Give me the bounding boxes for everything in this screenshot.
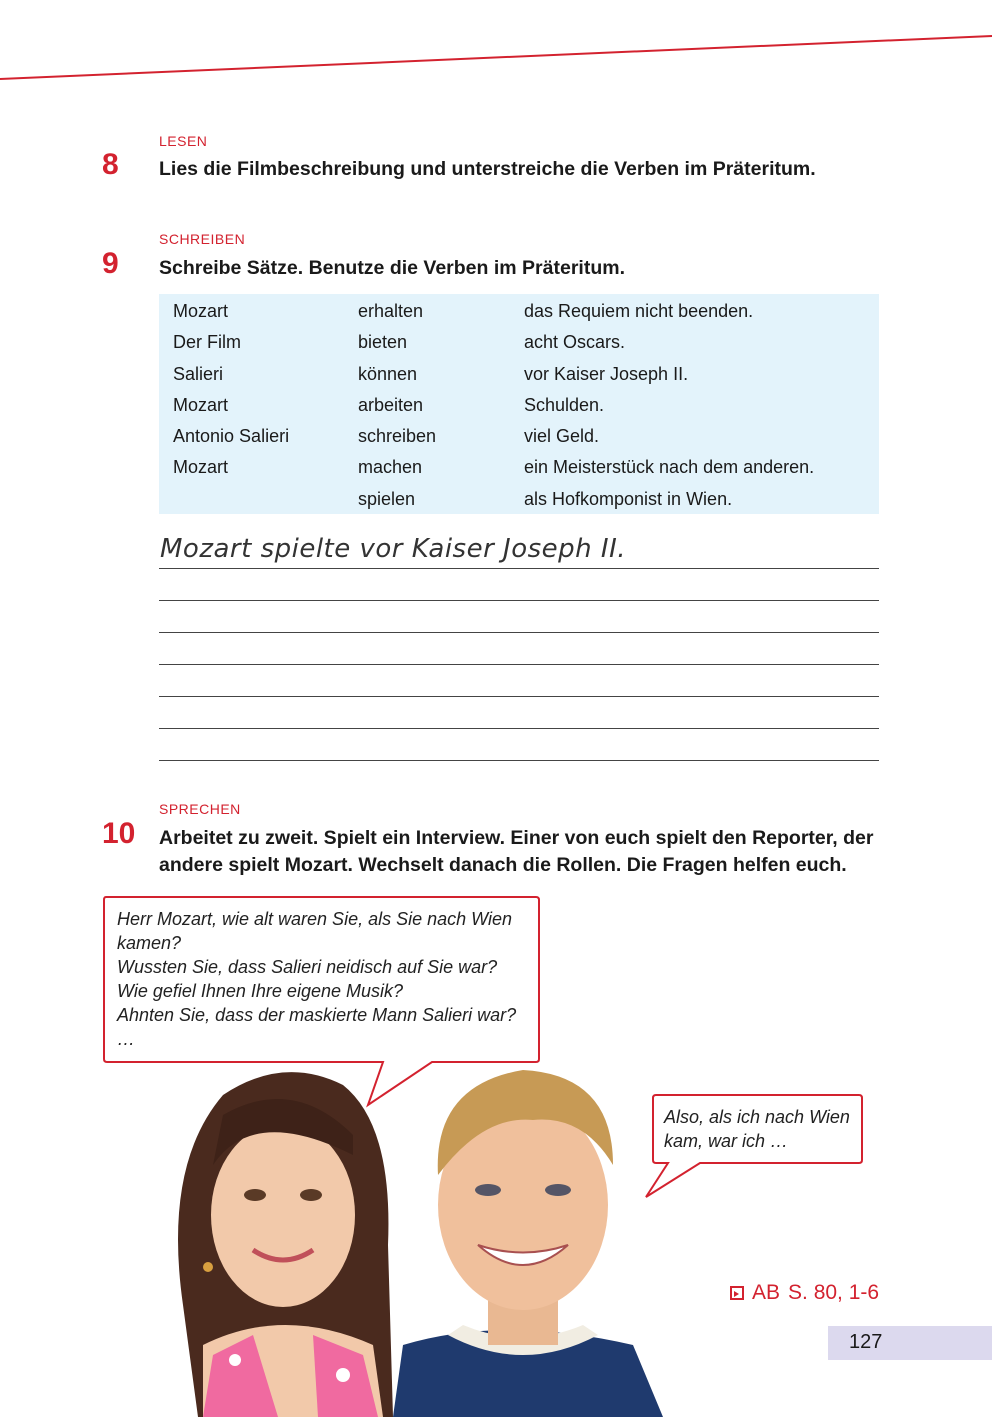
workbook-label: AB — [752, 1281, 781, 1304]
object-cell: Schulden. — [524, 394, 605, 415]
word-table — [159, 294, 879, 514]
reporter-questions — [117, 907, 516, 1051]
example-answer: Mozart spielte vor Kaiser Joseph II. — [160, 534, 627, 564]
header-rule — [0, 0, 992, 90]
object-cell: viel Geld. — [524, 426, 600, 447]
workbook-reference[interactable] — [730, 1281, 879, 1305]
verb-cell: spielen — [358, 488, 416, 509]
subject-cell: Mozart — [173, 457, 229, 478]
question-line: Wie gefiel Ihnen Ihre eigene Musik? — [117, 981, 404, 1001]
question-line: Herr Mozart, wie alt waren Sie, als Sie nach Wien — [117, 909, 512, 929]
exercise-9-skill: SCHREIBEN — [159, 231, 246, 247]
exercise-8-instruction: Lies die Filmbeschreibung und unterstreiche die Verben im Präteritum. — [159, 158, 816, 180]
subjects-column — [173, 294, 289, 484]
question-line: kamen? — [117, 933, 182, 953]
object-cell: als Hofkomponist in Wien. — [524, 488, 733, 509]
answer-line: Also, als ich nach Wien — [664, 1107, 850, 1127]
exercise-10-instruction-line-2: andere spielt Mozart. Wechselt danach die Rollen. Die Fragen helfen euch. — [159, 854, 847, 876]
writing-line[interactable] — [159, 696, 879, 697]
verbs-column — [358, 294, 436, 515]
exercise-8-number: 8 — [102, 148, 119, 181]
subject-cell: Der Film — [173, 332, 241, 353]
writing-line[interactable] — [159, 728, 879, 729]
exercise-10-skill: SPRECHEN — [159, 801, 241, 817]
exercise-10-number: 10 — [102, 817, 136, 850]
question-line: Wussten Sie, dass Salieri neidisch auf Sie war? — [117, 957, 498, 977]
page-number: 127 — [849, 1331, 883, 1353]
subject-cell: Mozart — [173, 301, 229, 321]
mozart-answer — [664, 1105, 850, 1153]
object-cell: acht Oscars. — [524, 332, 626, 353]
answer-line: kam, war ich … — [664, 1131, 789, 1151]
exercise-9-number: 9 — [102, 247, 119, 280]
object-cell: ein Meisterstück nach dem anderen. — [524, 457, 815, 478]
object-cell: das Requiem nicht beenden. — [524, 301, 754, 321]
boy-figure — [393, 1070, 663, 1417]
verb-cell: machen — [358, 457, 423, 478]
writing-line[interactable] — [159, 600, 879, 601]
verb-cell: können — [358, 363, 418, 384]
question-line: … — [117, 1029, 135, 1049]
objects-column — [524, 294, 814, 515]
writing-line[interactable] — [159, 664, 879, 665]
subject-cell: Mozart — [173, 394, 229, 415]
arrow-box-icon — [730, 1286, 744, 1300]
writing-line — [159, 568, 879, 569]
verb-cell: schreiben — [358, 426, 437, 447]
exercise-10-instruction-line-1: Arbeitet zu zweit. Spielt ein Interview. Einer von euch spielt den Reporter, der — [159, 827, 874, 849]
writing-line[interactable] — [159, 632, 879, 633]
question-line: Ahnten Sie, dass der maskierte Mann Salieri war? — [117, 1005, 517, 1025]
verb-cell: erhalten — [358, 301, 424, 321]
exercise-8-skill: LESEN — [159, 133, 208, 149]
verb-cell: bieten — [358, 332, 408, 353]
subject-cell: Salieri — [173, 363, 224, 384]
object-cell: vor Kaiser Joseph II. — [524, 363, 689, 384]
writing-line[interactable] — [159, 760, 879, 761]
verb-cell: arbeiten — [358, 394, 424, 415]
girl-figure — [178, 1072, 393, 1417]
exercise-9-instruction: Schreibe Sätze. Benutze die Verben im Präteritum. — [159, 257, 625, 279]
subject-cell: Antonio Salieri — [173, 426, 290, 447]
workbook-pages: S. 80, 1-6 — [788, 1281, 880, 1304]
page-number-tab — [828, 1326, 992, 1360]
